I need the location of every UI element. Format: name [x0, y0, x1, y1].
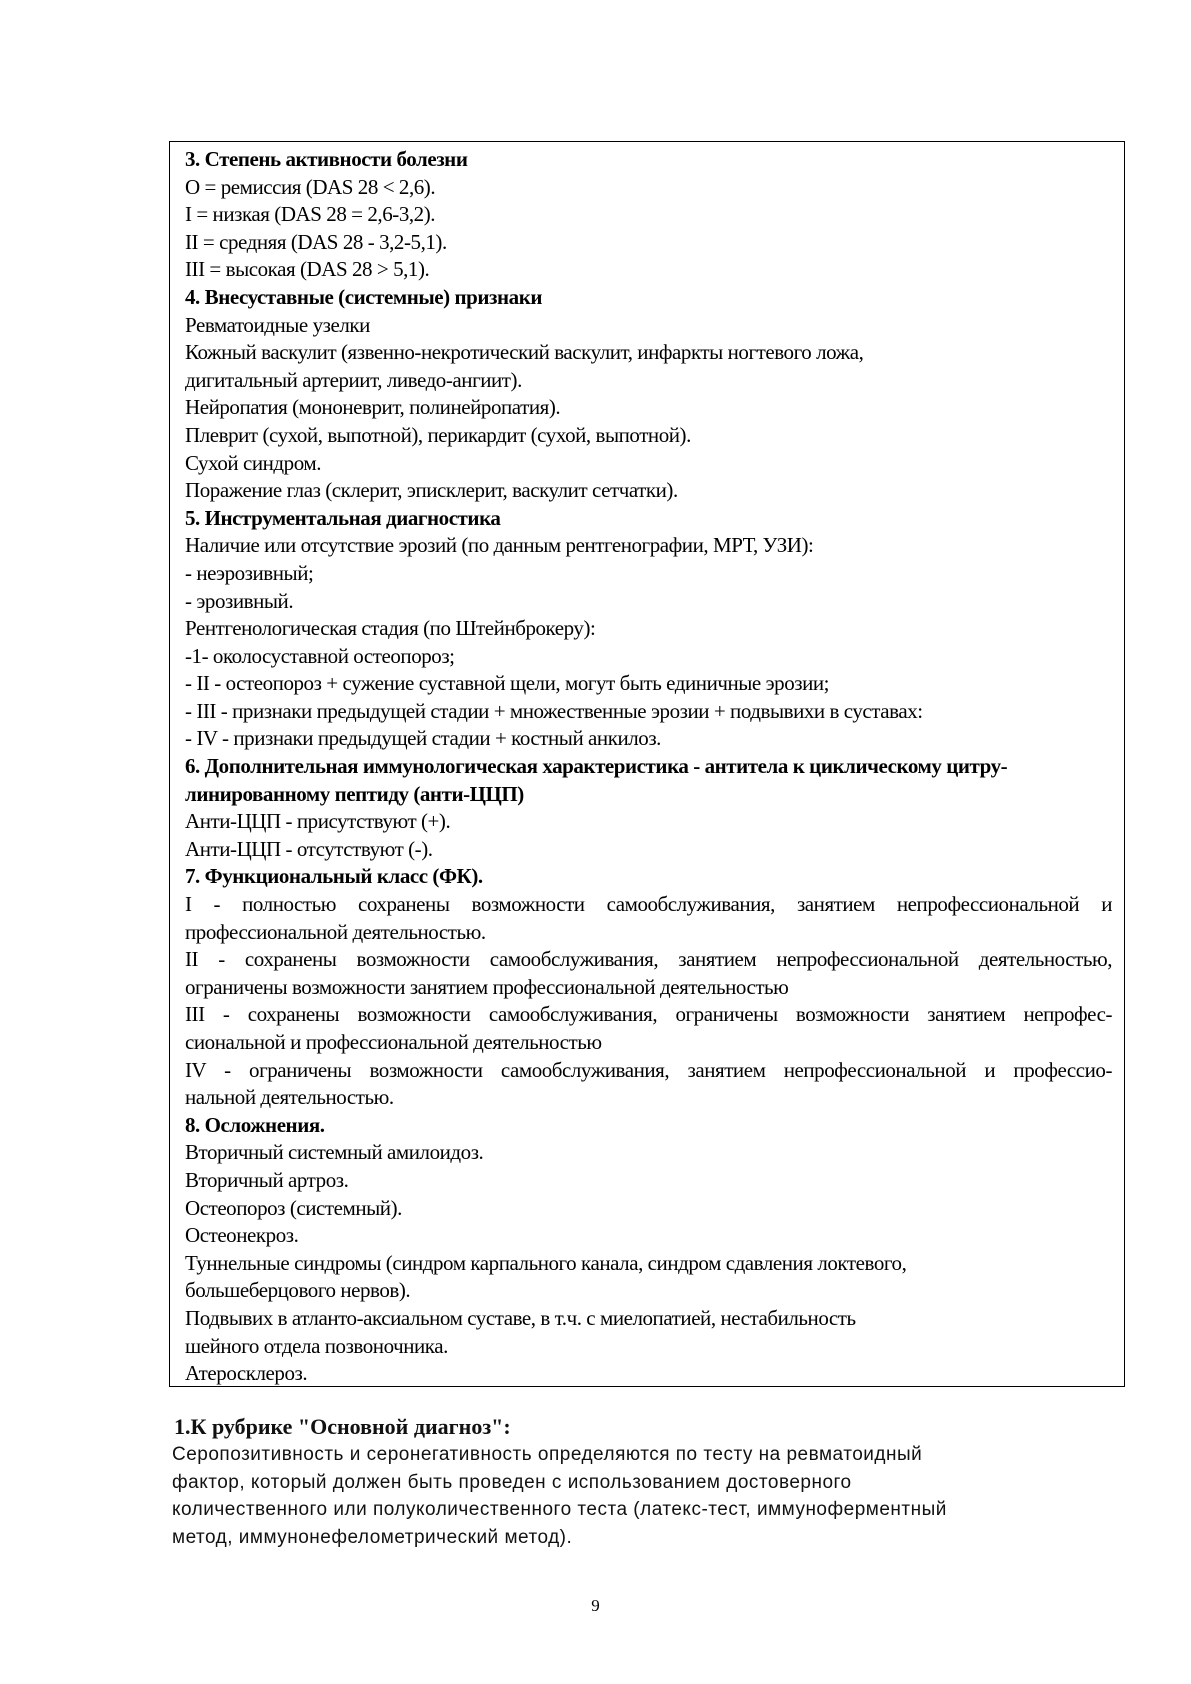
complication-line: Подвывих в атланто-аксиальном суставе, в т.ч. с миелопатией, нестабильность — [185, 1305, 856, 1330]
functional-class-line: IV - ограничены возможности самообслуживания, занятием непрофессиональной и профессио- — [185, 1057, 1112, 1082]
section-3-heading: 3. Степень активности болезни — [185, 147, 468, 171]
complication-line: Вторичный артроз. — [185, 1167, 349, 1192]
instrumental-line: - IV - признаки предыдущей стадии + костный анкилоз. — [185, 726, 661, 751]
classification-table-box — [169, 141, 1125, 1387]
note-line: метод, иммунонефелометрический метод). — [172, 1526, 573, 1548]
instrumental-line: - эрозивный. — [185, 588, 294, 613]
activity-line-low: I = низкая (DAS 28 = 2,6-3,2). — [185, 202, 436, 227]
extraarticular-line: Плеврит (сухой, выпотной), перикардит (сухой, выпотной). — [185, 422, 691, 447]
instrumental-line: - II - остеопороз + сужение суставной щели, могут быть единичные эрозии; — [185, 671, 830, 696]
extraarticular-line: Ревматоидные узелки — [185, 312, 370, 337]
section-7-heading: 7. Функциональный класс (ФК). — [185, 864, 483, 889]
functional-class-line: профессиональной деятельностью. — [185, 919, 486, 944]
instrumental-line: Наличие или отсутствие эрозий (по данным рентгенографии, МРТ, УЗИ): — [185, 533, 814, 558]
extraarticular-line: дигитальный артериит, ливедо-ангиит). — [185, 367, 522, 392]
extraarticular-line: Нейропатия (мононеврит, полинейропатия). — [185, 395, 561, 420]
section-5-heading: 5. Инструментальная диагностика — [185, 505, 501, 530]
main-diagnosis-note — [172, 1413, 1072, 1551]
accp-line: Анти-ЦЦП - присутствуют (+). — [185, 809, 451, 834]
functional-class-line: II - сохранены возможности самообслуживания, занятием непрофессиональной деятельностью, — [185, 947, 1112, 972]
functional-class-line: ограничены возможности занятием профессиональной деятельностью — [185, 974, 789, 999]
complication-line: Вторичный системный амилоидоз. — [185, 1140, 484, 1165]
note-heading: 1.К рубрике "Основной диагноз": — [174, 1414, 511, 1439]
section-4-heading: 4. Внесуставные (системные) признаки — [185, 284, 543, 309]
instrumental-line: -1- околосуставной остеопороз; — [185, 643, 455, 668]
instrumental-line: Рентгенологическая стадия (по Штейнброкеру): — [185, 616, 596, 641]
activity-line-high: III = высокая (DAS 28 > 5,1). — [185, 257, 430, 282]
complication-line: Остеопороз (системный). — [185, 1195, 402, 1220]
section-6-heading-line-2: линированному пептиду (анти-ЦЦП) — [185, 781, 524, 806]
activity-line-remission: О = ремиссия (DAS 28 < 2,6). — [185, 174, 436, 199]
functional-class-line: III - сохранены возможности самообслуживания, ограничены возможности занятием непрофес- — [185, 1002, 1112, 1027]
page-number: 9 — [591, 1596, 600, 1615]
note-line: фактор, который должен быть проведен с использованием достоверного — [172, 1471, 852, 1493]
extraarticular-line: Сухой синдром. — [185, 450, 321, 475]
extraarticular-line: Поражение глаз (склерит, эписклерит, васкулит сетчатки). — [185, 478, 678, 503]
extraarticular-line: Кожный васкулит (язвенно-некротический васкулит, инфаркты ногтевого ложа, — [185, 340, 864, 365]
note-line: количественного или полуколичественного теста (латекс-тест, иммуноферментный — [172, 1499, 947, 1520]
activity-line-moderate: II = средняя (DAS 28 - 3,2-5,1). — [185, 229, 447, 254]
complication-line: шейного отдела позвоночника. — [185, 1333, 448, 1358]
accp-line: Анти-ЦЦП - отсутствуют (-). — [185, 836, 433, 861]
note-line: Серопозитивность и серонегативность определяются по тесту на ревматоидный — [172, 1444, 923, 1465]
complication-line: большеберцового нервов). — [185, 1278, 411, 1303]
functional-class-line: сиональной и профессиональной деятельностью — [185, 1030, 602, 1054]
functional-class-line: I - полностью сохранены возможности самообслуживания, занятием непрофессиональной и — [185, 892, 1112, 917]
instrumental-line: - III - признаки предыдущей стадии + множественные эрозии + подвывихи в суставах: — [185, 698, 923, 723]
functional-class-line: нальной деятельностью. — [185, 1085, 394, 1110]
instrumental-line: - неэрозивный; — [185, 560, 314, 585]
complication-line: Туннельные синдромы (синдром карпального канала, синдром сдавления локтевого, — [185, 1250, 907, 1275]
section-6-heading-line-1: 6. Дополнительная иммунологическая характеристика - антитела к циклическому цитру- — [185, 754, 1008, 779]
complication-line: Атеросклероз. — [185, 1361, 308, 1386]
complication-line: Остеонекроз. — [185, 1223, 299, 1248]
section-8-heading: 8. Осложнения. — [185, 1112, 325, 1137]
